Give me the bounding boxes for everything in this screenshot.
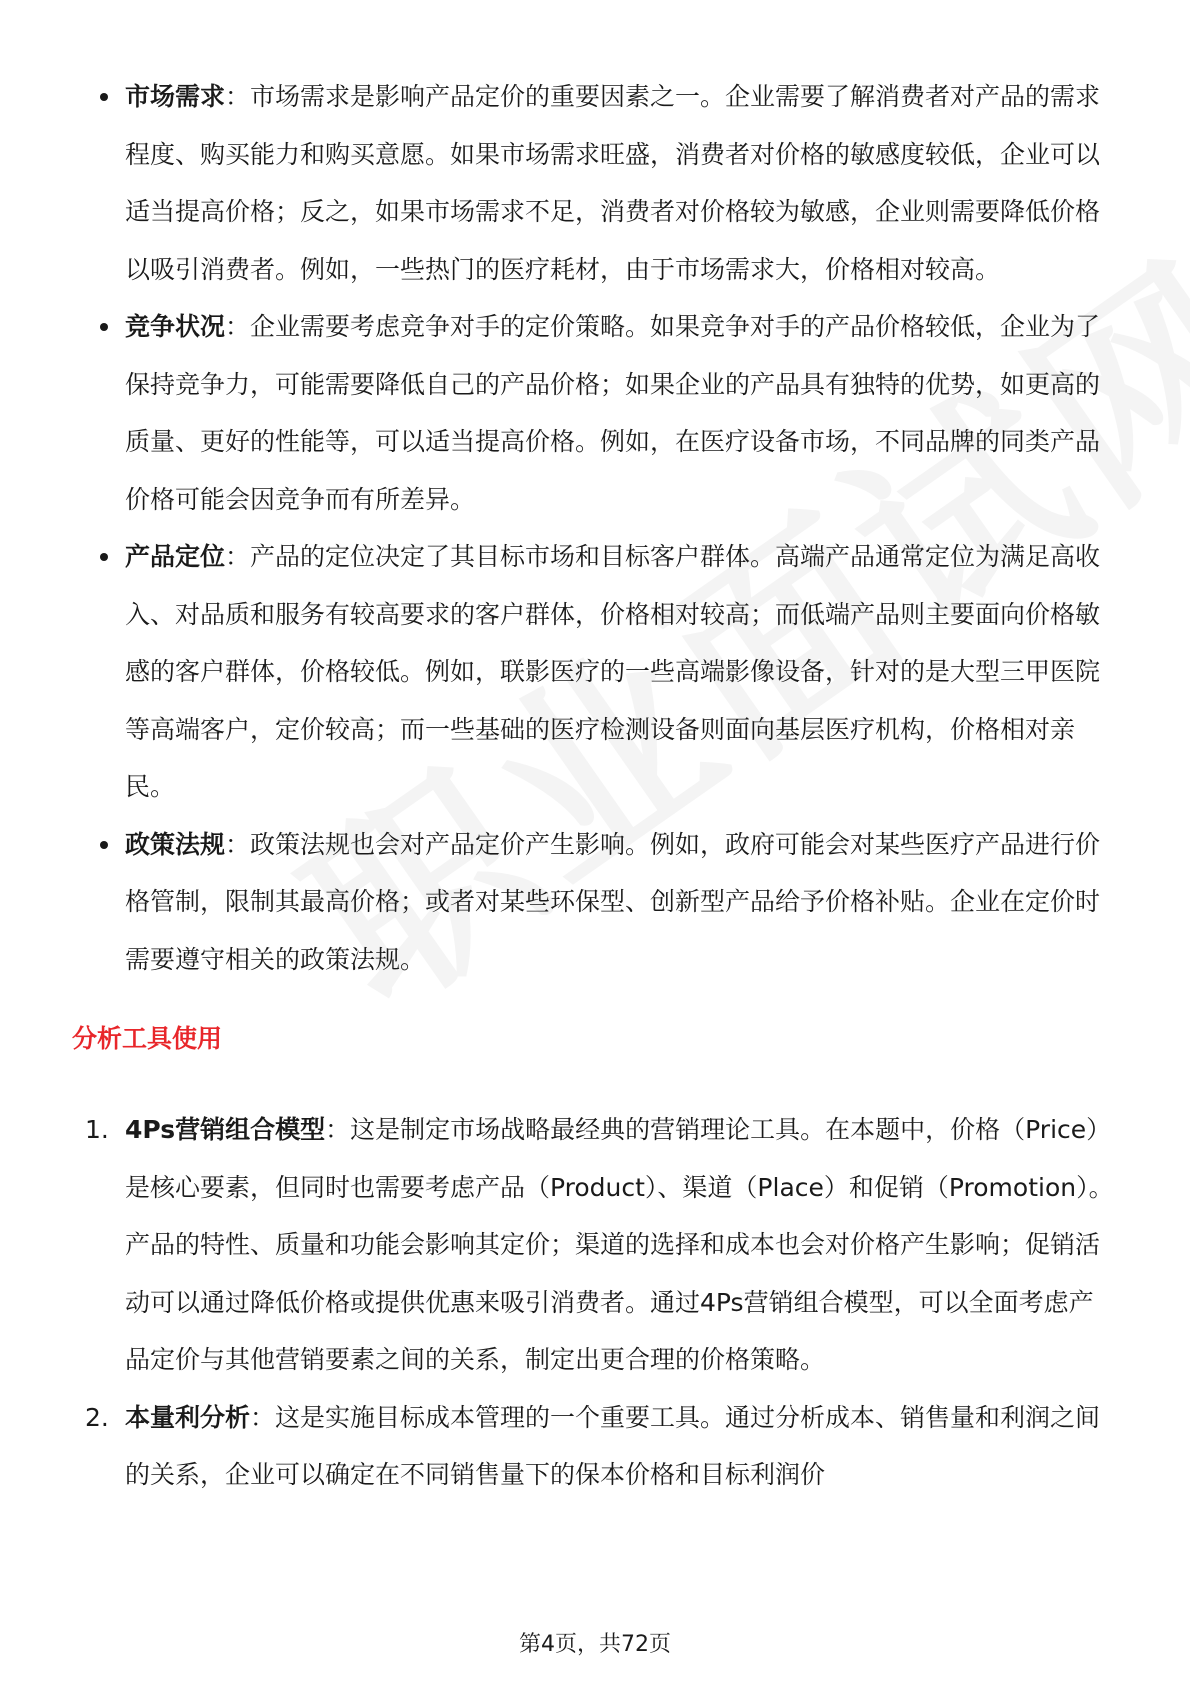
bullet-icon	[100, 841, 108, 849]
bullet-icon	[100, 323, 108, 331]
section-heading: 分析工具使用	[72, 1024, 223, 1053]
item-term: 产品定位	[125, 542, 226, 571]
factor-list	[0, 68, 1190, 988]
item-term: 政策法规	[125, 829, 226, 859]
item-text: ：市场需求是影响产品定价的重要因素之一。企业需要了解消费者对产品的需求程度、购买能力和购买意愿。如果市场需求旺盛，消费者对价格的敏感度较低，企业可以适当提高价格；反之，如果市场需求不足，消费者对价格较为敏感，企业则需要降低价格以吸引消费者。例如，一些热门的医疗耗材，由于市场需求大，价格相对较高。	[125, 82, 1101, 284]
numbered-item	[0, 1389, 1190, 1504]
list-item	[0, 68, 1190, 298]
bullet-icon	[100, 553, 108, 561]
bullet-icon	[100, 93, 108, 101]
item-text: ：政策法规也会对产品定价产生影响。例如，政府可能会对某些医疗产品进行价格管制，限制其最高价格；或者对某些环保型、创新型产品给予价格补贴。企业在定价时需要遵守相关的政策法规。	[125, 829, 1101, 974]
item-text: ：这是制定市场战略最经典的营销理论工具。在本题中，价格（Price）是核心要素，但同时也需要考虑产品（Product）、渠道（Place）和促销（Promotion）。产品的特性、质量和功能会影响其定价；渠道的选择和成本也会对价格产生影响；促销活动可以通过降低价格或提供优惠来吸引消费者。通过4Ps营销组合模型，可以全面考虑产品定价与其他营销要素之间的关系，制定出更合理的价格策略。	[125, 1115, 1114, 1374]
item-number: 2.	[85, 1402, 109, 1432]
item-term: 4Ps营销组合模型	[125, 1115, 326, 1144]
item-term: 本量利分析	[125, 1402, 251, 1432]
list-item	[0, 816, 1190, 989]
list-item	[0, 528, 1190, 816]
item-text: ：企业需要考虑竞争对手的定价策略。如果竞争对手的产品价格较低，企业为了保持竞争力，可能需要降低自己的产品价格；如果企业的产品具有独特的优势，如更高的质量、更好的性能等，可以适当提高价格。例如，在医疗设备市场，不同品牌的同类产品价格可能会因竞争而有所差异。	[125, 312, 1101, 514]
list-item	[0, 298, 1190, 528]
item-number: 1.	[85, 1115, 109, 1144]
numbered-item	[0, 1101, 1190, 1389]
item-text: ：这是实施目标成本管理的一个重要工具。通过分析成本、销售量和利润之间的关系，企业可以确定在不同销售量下的保本价格和目标利润价	[125, 1402, 1101, 1489]
item-term: 市场需求	[125, 82, 226, 111]
item-term: 竞争状况	[125, 312, 226, 341]
tool-list	[0, 1101, 1190, 1504]
document-body	[0, 68, 1190, 1504]
item-text: ：产品的定位决定了其目标市场和目标客户群体。高端产品通常定位为满足高收入、对品质和服务有较高要求的客户群体，价格相对较高；而低端产品则主要面向价格敏感的客户群体，价格较低。例如，联影医疗的一些高端影像设备，针对的是大型三甲医院等高端客户，定价较高；而一些基础的医疗检测设备则面向基层医疗机构，价格相对亲民。	[125, 542, 1101, 801]
page-footer: 第4页，共72页	[519, 1632, 671, 1657]
